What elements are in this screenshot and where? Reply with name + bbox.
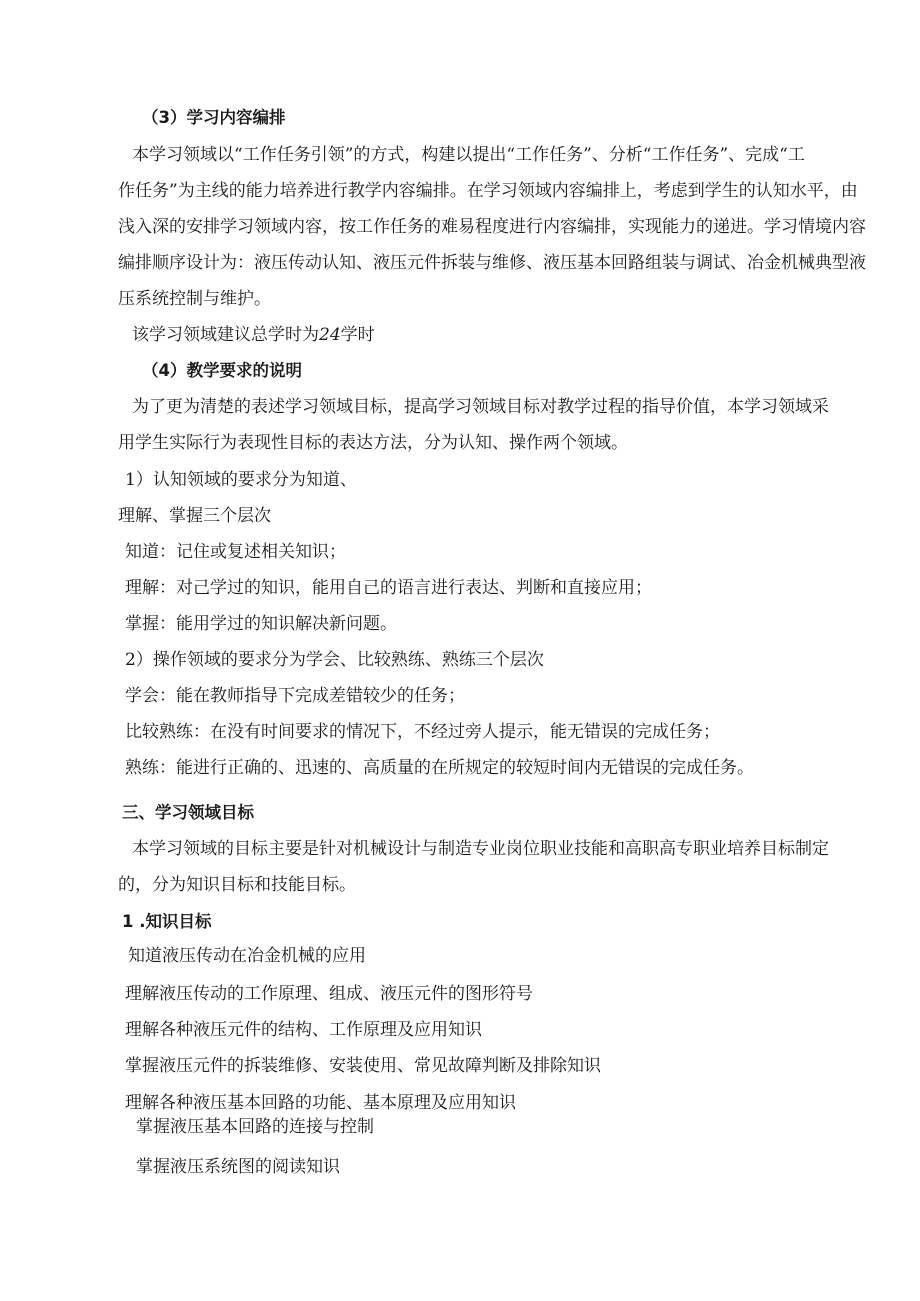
list-item: 熟练：能进行正确的、迅速的、高质量的在所规定的较短时间内无错误的完成任务。 — [125, 758, 754, 778]
paragraph-line: 用学生实际行为表现性目标的表达方法，分为认知、操作两个领域。 — [118, 433, 628, 453]
total-hours-prefix: 该学习领域建议总学时为 — [132, 325, 319, 345]
list-item: 理解：对己学过的知识，能用自己的语言进行表达、判断和直接应用； — [125, 578, 652, 598]
list-item: 知道：记住或复述相关知识； — [125, 542, 346, 562]
paragraph-line: 为了更为清楚的表述学习领域目标，提高学习领域目标对教学过程的指导价值，本学习领域采 — [132, 397, 829, 417]
list-item: 学会：能在教师指导下完成差错较少的任务； — [125, 686, 465, 706]
paragraph-line: 的，分为知识目标和技能目标。 — [118, 875, 356, 895]
section-4-heading: （4）教学要求的说明 — [142, 361, 302, 380]
goal-item: 知道液压传动在冶金机械的应用 — [128, 946, 366, 966]
list-item: 理解、掌握三个层次 — [118, 506, 271, 526]
goal-item: 理解液压传动的工作原理、组成、液压元件的图形符号 — [125, 984, 533, 1004]
paragraph-line: 本学习领域以“工作任务引领”的方式，构建以提出“工作任务”、分析“工作任务”、完成“工 — [132, 145, 805, 165]
paragraph-line: 浅入深的安排学习领域内容，按工作任务的难易程度进行内容编排，实现能力的递进。学习情境内容 — [118, 217, 866, 237]
goal-item: 理解各种液压基本回路的功能、基本原理及应用知识 — [125, 1093, 516, 1113]
list-item: 掌握：能用学过的知识解决新问题。 — [125, 614, 397, 634]
total-hours-line — [132, 325, 375, 345]
paragraph-line: 编排顺序设计为：液压传动认知、液压元件拆装与维修、液压基本回路组装与调试、冶金机械典型液 — [118, 253, 866, 273]
paragraph-line: 压系统控制与维护。 — [118, 289, 271, 309]
section-three-heading: 三、学习领域目标 — [122, 803, 254, 822]
list-item: 2）操作领域的要求分为学会、比较熟练、熟练三个层次 — [125, 650, 544, 670]
total-hours-suffix: 学时 — [340, 325, 375, 345]
goal-item: 掌握液压基本回路的连接与控制 — [136, 1117, 374, 1137]
knowledge-goals-heading: 1 .知识目标 — [122, 912, 212, 931]
goal-item: 理解各种液压元件的结构、工作原理及应用知识 — [125, 1020, 482, 1040]
goal-item: 掌握液压系统图的阅读知识 — [136, 1157, 340, 1177]
goal-item: 掌握液压元件的拆装维修、安装使用、常见故障判断及排除知识 — [125, 1056, 601, 1076]
total-hours-value: 24 — [319, 325, 341, 345]
paragraph-line: 本学习领域的目标主要是针对机械设计与制造专业岗位职业技能和高职高专职业培养目标制定 — [132, 839, 829, 859]
list-item: 比较熟练：在没有时间要求的情况下，不经过旁人提示，能无错误的完成任务； — [125, 722, 720, 742]
list-item: 1）认知领域的要求分为知道、 — [125, 470, 357, 490]
paragraph-line: 作任务”为主线的能力培养进行教学内容编排。在学习领域内容编排上，考虑到学生的认知水平，由 — [118, 181, 858, 201]
section-3-heading: （3）学习内容编排 — [142, 108, 286, 127]
